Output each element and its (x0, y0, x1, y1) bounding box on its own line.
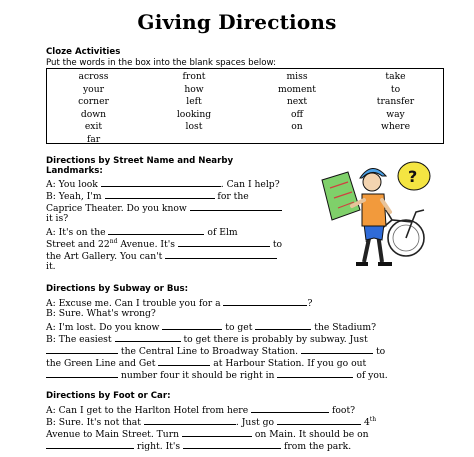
cloze-heading: Cloze Activities (46, 47, 121, 57)
word-bank-item: miss (286, 71, 308, 82)
word-bank-item: looking (176, 108, 212, 120)
s1-text: it. (46, 261, 56, 272)
s2-text: to (375, 346, 386, 357)
lost-cyclist-cartoon (308, 150, 438, 274)
svg-text:?: ? (408, 167, 418, 186)
answer-blank[interactable] (277, 415, 361, 425)
s1-text: . Can I help? (220, 179, 280, 190)
word-grid (47, 71, 445, 147)
section3-heading: Directions by Foot or Car: (46, 391, 171, 401)
answer-blank[interactable] (108, 225, 204, 235)
answer-blank[interactable] (115, 332, 181, 342)
word-bank-item: to (390, 83, 401, 95)
word-bank-item: across (78, 71, 109, 82)
word-bank-item: front (182, 71, 206, 82)
s1-text: the Art Gallery. You can't (46, 251, 163, 262)
section2-heading: Directions by Subway or Bus: (46, 284, 189, 294)
s3-text: Avenue to Main Street. Turn (46, 429, 180, 440)
page-title: Giving Directions (137, 10, 337, 34)
s3-text: B: Sure. It's not that (46, 417, 141, 428)
s1-text: Avenue. It's (117, 239, 175, 250)
answer-blank[interactable] (158, 356, 210, 366)
s2-text: at Harbour Station. If you go out (213, 358, 367, 369)
section1-heading-line1: Directions by Street Name and Nearby (46, 156, 234, 166)
word-bank-item: exit (84, 121, 103, 133)
section1-heading (46, 156, 233, 176)
word-bank-item: how (184, 83, 204, 95)
s2-text: the Central Line to Broadway Station. (120, 346, 299, 357)
s2-text: number four it should be right in (120, 370, 275, 381)
answer-blank[interactable] (183, 439, 281, 449)
answer-blank[interactable] (46, 439, 134, 449)
word-bank-item: left (186, 96, 202, 108)
s1-text: Caprice Theater. Do you know (46, 203, 187, 214)
s2-text: to get there is probably by subway. Just (183, 334, 368, 345)
answer-blank[interactable] (178, 237, 270, 247)
s1-line-4 (46, 213, 68, 225)
word-bank-item (248, 134, 346, 147)
word-bank-item: off (290, 108, 304, 120)
answer-blank[interactable] (251, 403, 329, 413)
s2-text: the Green Line and Get (46, 358, 156, 369)
s3-line-4 (46, 439, 351, 453)
s1-line-7 (46, 249, 277, 263)
s1-text: Street and 22 (46, 239, 110, 250)
answer-blank[interactable] (182, 427, 252, 437)
answer-blank[interactable] (223, 296, 307, 306)
s1-line-3 (46, 201, 282, 215)
s2-text: A: Excuse me. Can I trouble you for a (46, 298, 221, 309)
cloze-instruction: Put the words in the box into the blank spaces below: (46, 58, 276, 68)
word-bank-item (346, 134, 445, 147)
s3-text: . Just go (235, 417, 275, 428)
s1-text: A: It's on the (46, 227, 106, 238)
answer-blank[interactable] (190, 201, 282, 211)
s3-text: on Main. It should be on (254, 429, 369, 440)
s2-text: A: I'm lost. Do you know (46, 322, 160, 333)
word-bank-item: down (80, 108, 107, 120)
answer-blank[interactable] (165, 249, 277, 259)
s2-text: B: Sure. What's wrong? (46, 308, 156, 319)
word-bank-item: on (291, 121, 303, 133)
s1-line-8 (46, 261, 56, 273)
s2-line-2 (46, 308, 156, 320)
s3-text: 4 (363, 417, 370, 428)
s2-text: to get (225, 322, 253, 333)
s3-text: foot? (331, 405, 356, 416)
ordinal-suffix: nd (109, 237, 118, 245)
answer-blank[interactable] (301, 344, 373, 354)
word-bank-item: moment (277, 83, 316, 95)
s1-text: to (272, 239, 283, 250)
word-bank-item: corner (78, 96, 109, 108)
word-bank-item: far (86, 133, 101, 145)
answer-blank[interactable] (277, 368, 353, 378)
word-bank-item: next (286, 96, 308, 108)
word-bank-item: take (385, 71, 406, 82)
word-bank-item (140, 134, 248, 147)
s1-text: A: You look (46, 179, 98, 190)
s1-text: of Elm (207, 227, 238, 238)
ordinal-suffix: th (369, 415, 377, 423)
word-bank-item: where (380, 121, 411, 133)
s2-text: B: The easiest (46, 334, 112, 345)
word-bank-item: your (82, 83, 105, 95)
s1-text: for the (217, 191, 249, 202)
answer-blank[interactable] (105, 189, 215, 199)
s3-text: right. It's (136, 441, 181, 452)
s2-text: the Stadium? (314, 322, 377, 333)
s3-text: A: Can I get to the Harlton Hotel from here (46, 405, 249, 416)
answer-blank[interactable] (162, 320, 222, 330)
s3-text: from the park. (284, 441, 352, 452)
word-bank-item: transfer (376, 96, 415, 108)
s2-line-7 (46, 368, 388, 382)
word-bank-item: lost (185, 121, 203, 133)
answer-blank[interactable] (46, 344, 118, 354)
s2-text: of you. (356, 370, 388, 381)
s1-text: it is? (46, 213, 69, 224)
s1-text: B: Yeah, I'm (46, 191, 102, 202)
answer-blank[interactable] (101, 177, 221, 187)
answer-blank[interactable] (255, 320, 311, 330)
s2-text: ? (307, 298, 313, 309)
answer-blank[interactable] (46, 368, 118, 378)
word-bank-item: way (386, 108, 405, 120)
answer-blank[interactable] (144, 415, 236, 425)
word-box (46, 68, 444, 144)
section1-heading-line2: Landmarks: (46, 166, 103, 176)
